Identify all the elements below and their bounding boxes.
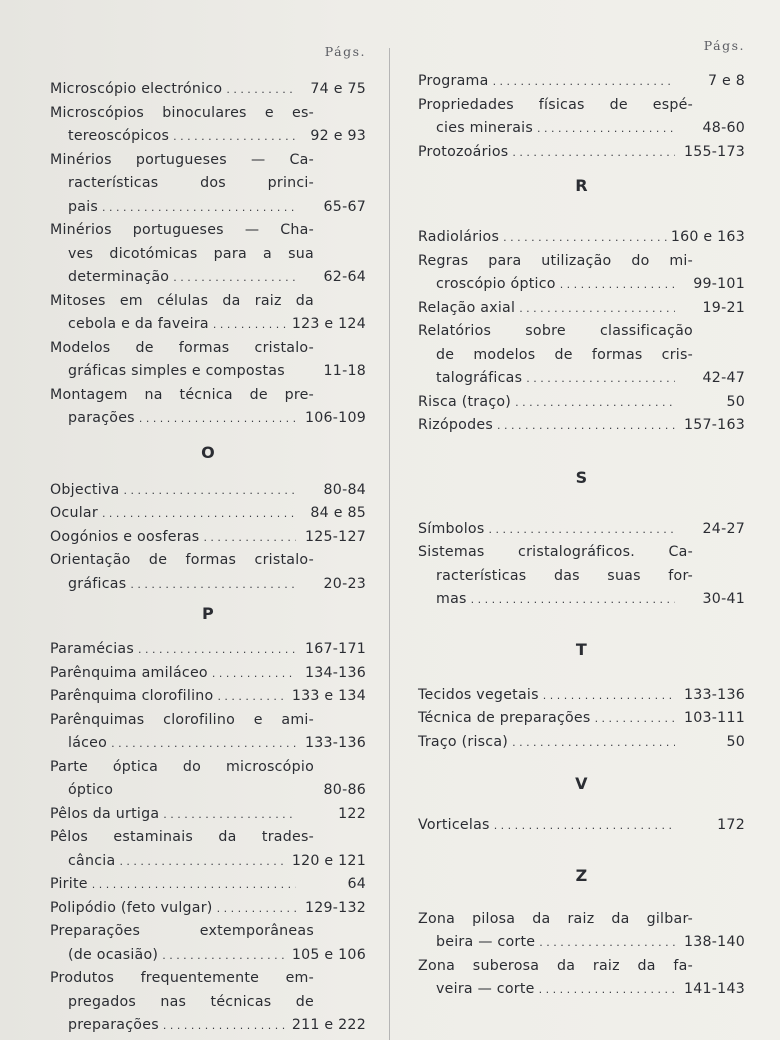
- index-line: [50, 149, 366, 173]
- index-line: [50, 850, 366, 874]
- dot-leader: [92, 873, 296, 897]
- index-entry: [418, 250, 745, 297]
- index-entry: [50, 897, 366, 921]
- entry-text: talográficas: [436, 370, 523, 386]
- index-line: [50, 313, 366, 337]
- dot-leader: [217, 897, 296, 921]
- dot-leader: [139, 407, 296, 431]
- section-heading: O: [201, 442, 215, 462]
- dot-leader: [217, 685, 287, 709]
- page-number: 122: [338, 805, 366, 822]
- entry-text: Microscópio electrónico: [50, 81, 223, 97]
- entry-text: Símbolos: [418, 520, 485, 537]
- index-entry: [50, 78, 366, 102]
- entry-text: Montagem na técnica de pre-: [50, 386, 314, 403]
- index-entry: [50, 709, 366, 756]
- dot-leader: [173, 125, 296, 149]
- index-line: [50, 526, 366, 550]
- dot-leader: [124, 479, 297, 503]
- index-line: [50, 102, 366, 126]
- index-entry: [418, 320, 745, 391]
- index-entry: [50, 337, 366, 384]
- index-line: [50, 196, 366, 220]
- page-number: 138-140: [683, 934, 745, 950]
- right-index-list: [418, 70, 745, 1002]
- dot-leader: [526, 367, 675, 391]
- entry-text: Pêlos estaminais da trades-: [50, 829, 314, 845]
- index-line: [50, 826, 366, 850]
- entry-text: Minérios portugueses — Ca-: [50, 151, 314, 168]
- index-line: [418, 94, 745, 118]
- index-line: [50, 967, 366, 991]
- index-line: [50, 638, 366, 662]
- dot-leader: [493, 70, 675, 94]
- dot-leader: [512, 731, 675, 755]
- index-entry: [418, 94, 745, 141]
- page-number: 42-47: [702, 370, 745, 386]
- entry-text: Parênquimas clorofilino e ami-: [50, 711, 314, 728]
- index-entry: [418, 731, 745, 755]
- page-number: 123 e 124: [291, 316, 366, 332]
- index-line: [50, 243, 366, 267]
- entry-text: cebola e da faveira: [68, 316, 209, 332]
- index-entry: [50, 803, 366, 827]
- page-number: 133-136: [304, 735, 366, 751]
- page-number: 103-111: [683, 710, 745, 726]
- dot-leader: [163, 1014, 288, 1038]
- dot-leader: [226, 78, 296, 102]
- index-line: [50, 360, 366, 384]
- entry-text: Paramécias: [50, 641, 135, 657]
- index-entry: [418, 391, 745, 415]
- entry-text: Minérios portugueses — Cha-: [50, 222, 314, 238]
- index-line: [418, 588, 745, 612]
- index-entry: [50, 102, 366, 149]
- entry-text: cies minerais: [436, 120, 533, 136]
- page-number: 167-171: [304, 641, 366, 657]
- dot-leader: [539, 978, 675, 1002]
- dot-leader: [539, 931, 675, 955]
- page-number: 80-86: [323, 782, 366, 798]
- index-line: [418, 320, 745, 344]
- index-entry: [50, 526, 366, 550]
- entry-text: Relação axial: [418, 299, 516, 316]
- page-number: 20-23: [323, 575, 366, 592]
- section-heading: R: [575, 176, 588, 195]
- page-number: 24-27: [702, 520, 745, 537]
- dot-leader: [119, 850, 287, 874]
- dot-leader: [497, 414, 675, 438]
- page-number: 80-84: [323, 481, 366, 498]
- index-entry: [50, 384, 366, 431]
- index-entry: [50, 873, 366, 897]
- entry-text: Oogónios e oosferas: [50, 528, 200, 545]
- page-number: 19-21: [702, 299, 745, 316]
- index-entry: [50, 290, 366, 337]
- index-line: [50, 219, 366, 243]
- index-line: [50, 573, 366, 597]
- entry-text: Pêlos da urtiga: [50, 805, 160, 822]
- index-line: [418, 273, 745, 297]
- index-line: [418, 955, 745, 979]
- index-line: [418, 391, 745, 415]
- entry-text: mas: [436, 591, 467, 607]
- index-line: [50, 873, 366, 897]
- index-line: [50, 337, 366, 361]
- page-number: 11-18: [323, 363, 366, 379]
- entry-text: (de ocasião): [68, 946, 159, 963]
- index-entry: [50, 549, 366, 596]
- index-line: [50, 502, 366, 526]
- entry-text: determinação: [68, 269, 170, 285]
- entry-text: Pirite: [50, 876, 88, 892]
- index-entry: [50, 756, 366, 803]
- index-line: [50, 549, 366, 573]
- dot-leader: [537, 117, 675, 141]
- page-number: 160 e 163: [670, 229, 745, 245]
- page-number: 155-173: [683, 143, 745, 160]
- entry-text: Microscópios binoculares e es-: [50, 104, 314, 121]
- entry-text: Orientação de formas cristalo-: [50, 552, 314, 568]
- dot-leader: [102, 196, 296, 220]
- page-number: 74 e 75: [310, 81, 366, 97]
- entry-text: Ocular: [50, 505, 98, 521]
- index-line: [418, 344, 745, 368]
- index-line: [418, 117, 745, 141]
- page-number: 30-41: [702, 591, 745, 607]
- dot-leader: [163, 803, 296, 827]
- entry-text: Rizópodes: [418, 417, 493, 433]
- page-number: 133 e 134: [291, 688, 366, 704]
- entry-text: parações: [68, 410, 135, 426]
- page-number: 50: [726, 393, 745, 410]
- section-heading: S: [575, 467, 588, 487]
- index-line: [50, 407, 366, 431]
- entry-text: gráficas: [68, 575, 127, 592]
- entry-text: preparações: [68, 1017, 159, 1033]
- entry-text: Zona suberosa da raiz da fa-: [418, 957, 693, 974]
- index-entry: [418, 814, 745, 838]
- index-line: [418, 565, 745, 589]
- page-number: 157-163: [683, 417, 745, 433]
- entry-text: veira — corte: [436, 981, 535, 997]
- index-line: [50, 897, 366, 921]
- section-heading: V: [575, 774, 588, 793]
- index-entry: [50, 219, 366, 290]
- index-line: [418, 731, 745, 755]
- page-number: 84 e 85: [310, 505, 366, 521]
- index-line: [50, 479, 366, 503]
- dot-leader: [162, 944, 288, 968]
- index-entry: [418, 70, 745, 94]
- index-line: [418, 518, 745, 542]
- entry-text: Vorticelas: [418, 817, 490, 833]
- entry-text: Programa: [418, 73, 489, 89]
- index-line: [418, 226, 745, 250]
- entry-text: de modelos de formas cris-: [436, 346, 693, 363]
- index-line: [50, 384, 366, 408]
- dot-leader: [519, 297, 675, 321]
- index-line: [418, 541, 745, 565]
- section-heading: Z: [575, 865, 588, 885]
- entry-text: Mitoses em células da raiz da: [50, 292, 314, 309]
- index-line: [50, 732, 366, 756]
- left-index-list: [50, 78, 366, 1038]
- index-entry: [50, 920, 366, 967]
- index-entry: [418, 297, 745, 321]
- entry-text: Protozoários: [418, 143, 509, 160]
- index-line: [418, 250, 745, 274]
- entry-text: Traço (risca): [418, 733, 509, 750]
- index-line: [418, 707, 745, 731]
- index-line: [50, 991, 366, 1015]
- dot-leader: [494, 814, 675, 838]
- entry-text: láceo: [68, 735, 108, 751]
- index-line: [50, 266, 366, 290]
- index-entry: [418, 955, 745, 1002]
- page-number: 211 e 222: [291, 1017, 366, 1033]
- entry-text: pregados nas técnicas de: [68, 993, 314, 1010]
- entry-text: Radiolários: [418, 229, 500, 245]
- index-entry: [50, 479, 366, 503]
- index-line: [418, 814, 745, 838]
- index-entry: [50, 685, 366, 709]
- index-entry: [418, 414, 745, 438]
- entry-text: cância: [68, 852, 116, 869]
- entry-text: Modelos de formas cristalo-: [50, 339, 314, 356]
- entry-text: Propriedades físicas de espé-: [418, 96, 693, 113]
- entry-text: Relatórios sobre classificação: [418, 323, 693, 339]
- dot-leader: [212, 662, 296, 686]
- index-entry: [418, 908, 745, 955]
- column-divider: [389, 48, 390, 1040]
- entry-text: Risca (traço): [418, 393, 512, 410]
- index-line: [418, 684, 745, 708]
- dot-leader: [471, 588, 675, 612]
- index-line: [50, 803, 366, 827]
- page-number: 141-143: [683, 981, 745, 997]
- dot-leader: [102, 502, 296, 526]
- index-entry: [418, 684, 745, 708]
- pages-header-left: Págs.: [324, 44, 366, 59]
- index-line: [50, 662, 366, 686]
- dot-leader: [213, 313, 288, 337]
- index-entry: [50, 662, 366, 686]
- entry-text: óptico: [68, 782, 114, 798]
- page-number: 62-64: [323, 269, 366, 285]
- dot-leader: [111, 732, 296, 756]
- dot-leader: [488, 518, 675, 542]
- index-entry: [418, 518, 745, 542]
- section-heading: P: [202, 604, 214, 623]
- entry-text: Preparações extemporâneas: [50, 923, 314, 939]
- index-line: [50, 944, 366, 968]
- entry-text: Parênquima clorofilino: [50, 688, 214, 704]
- left-column: [50, 42, 366, 1038]
- dot-leader: [512, 141, 675, 165]
- index-line: [50, 290, 366, 314]
- index-line: [50, 78, 366, 102]
- dot-leader: [515, 391, 675, 415]
- index-entry: [418, 707, 745, 731]
- entry-text: gráficas simples e compostas: [68, 363, 285, 379]
- entry-text: Produtos frequentemente em-: [50, 970, 314, 986]
- index-line: [50, 920, 366, 944]
- page-number: 65-67: [323, 198, 366, 215]
- index-line: [418, 70, 745, 94]
- dot-leader: [595, 707, 675, 731]
- page-number: 64: [347, 876, 366, 892]
- dot-leader: [203, 526, 296, 550]
- index-line: [50, 756, 366, 780]
- entry-text: ves dicotómicas para a sua: [68, 245, 314, 262]
- index-line: [50, 1014, 366, 1038]
- entry-text: Objectiva: [50, 481, 120, 498]
- index-line: [418, 297, 745, 321]
- entry-text: Técnica de preparações: [418, 710, 591, 726]
- index-entry: [50, 826, 366, 873]
- page-number: 134-136: [304, 664, 366, 681]
- index-line: [50, 172, 366, 196]
- entry-text: Parênquima amiláceo: [50, 664, 208, 681]
- dot-leader: [503, 226, 667, 250]
- entry-text: racterísticas dos princi-: [68, 175, 314, 191]
- index-entry: [418, 141, 745, 165]
- index-entry: [418, 226, 745, 250]
- page-number: 99-101: [693, 276, 745, 292]
- entry-text: beira — corte: [436, 934, 536, 950]
- index-line: [418, 414, 745, 438]
- dot-leader: [543, 684, 675, 708]
- page-number: 105 e 106: [291, 946, 366, 963]
- page-number: 120 e 121: [291, 852, 366, 869]
- entry-text: croscópio óptico: [436, 276, 556, 292]
- page-number: 172: [717, 817, 745, 833]
- entry-text: racterísticas das suas for-: [436, 567, 693, 584]
- entry-text: tereoscópicos: [68, 128, 170, 144]
- page-number: 133-136: [683, 686, 745, 703]
- entry-text: pais: [68, 198, 99, 215]
- dot-leader: [138, 638, 296, 662]
- index-line: [418, 367, 745, 391]
- right-column: [418, 36, 745, 1002]
- page-number: 48-60: [702, 120, 745, 136]
- index-line: [418, 908, 745, 932]
- index-line: [418, 141, 745, 165]
- index-line: [50, 709, 366, 733]
- page-number: 125-127: [304, 528, 366, 545]
- index-entry: [50, 638, 366, 662]
- entry-text: Parte óptica do microscópio: [50, 758, 314, 775]
- dot-leader: [560, 273, 675, 297]
- section-heading: T: [575, 639, 588, 659]
- index-entry: [418, 541, 745, 612]
- entry-text: Sistemas cristalográficos. Ca-: [418, 544, 693, 560]
- entry-text: Regras para utilização do mi-: [418, 252, 693, 269]
- index-line: [50, 779, 366, 803]
- entry-text: Tecidos vegetais: [418, 686, 539, 703]
- page-number: 106-109: [304, 410, 366, 426]
- index-entry: [50, 149, 366, 220]
- entry-text: Zona pilosa da raiz da gilbar-: [418, 910, 693, 927]
- page-number: 50: [726, 733, 745, 750]
- index-line: [418, 978, 745, 1002]
- index-line: [50, 685, 366, 709]
- page-number: 92 e 93: [310, 128, 366, 144]
- pages-header-right: Págs.: [703, 38, 745, 53]
- dot-leader: [130, 573, 296, 597]
- index-entry: [50, 502, 366, 526]
- page-number: 129-132: [304, 899, 366, 916]
- entry-text: Polipódio (feto vulgar): [50, 899, 213, 916]
- dot-leader: [173, 266, 296, 290]
- index-line: [418, 931, 745, 955]
- page-number: 7 e 8: [707, 73, 745, 89]
- index-line: [50, 125, 366, 149]
- index-entry: [50, 967, 366, 1038]
